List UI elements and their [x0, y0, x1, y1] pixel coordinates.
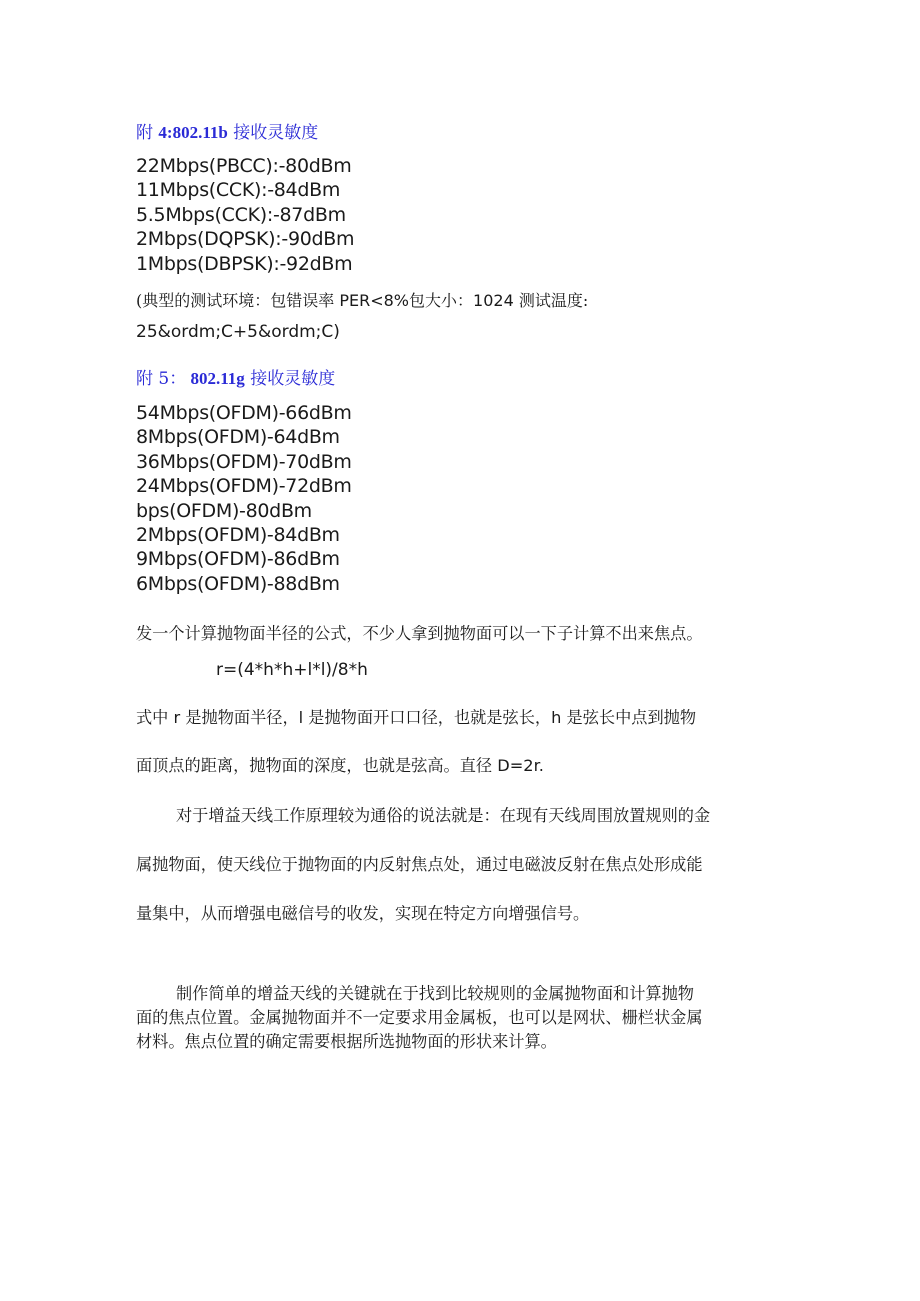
- explain-var: r: [173, 708, 181, 727]
- test-environment-note: [136, 288, 588, 311]
- appendix-5-heading: [136, 364, 335, 389]
- formula-intro: 发一个计算抛物面半径的公式，不少人拿到抛物面可以一下子计算不出来焦点。: [136, 624, 703, 643]
- list-item: 6Mbps(OFDM)-88dBm: [136, 572, 340, 595]
- explain-text: 是弦长中点到抛物: [561, 708, 697, 727]
- explain-var: l: [298, 708, 304, 727]
- appendix-5-standard: 802.11g: [186, 369, 245, 388]
- appendix-5-title: 接收灵敏度: [244, 369, 336, 389]
- note-text: (典型的测试环境：包错误率: [136, 291, 340, 310]
- explain-var: h: [551, 708, 562, 727]
- list-item: 8Mbps(OFDM)-64dBm: [136, 426, 340, 449]
- test-temperature: 25&ordm;C+5&ordm;C): [136, 322, 340, 342]
- note-text: 测试温度:: [513, 291, 589, 310]
- note-size: 1024: [473, 291, 514, 310]
- list-item: 24Mbps(OFDM)-72dBm: [136, 475, 352, 498]
- making-line-3: 材料。焦点位置的确定需要根据所选抛物面的形状来计算。: [136, 1032, 557, 1051]
- radius-formula: r=(4*h*h+l*l)/8*h: [216, 660, 368, 680]
- list-item: 36Mbps(OFDM)-70dBm: [136, 450, 352, 473]
- appendix-4-prefix: 附: [136, 123, 159, 143]
- list-item: 11Mbps(CCK):-84dBm: [136, 179, 341, 202]
- principle-line-3: 量集中，从而增强电磁信号的收发，实现在特定方向增强信号。: [136, 904, 590, 923]
- list-item: 54Mbps(OFDM)-66dBm: [136, 402, 352, 424]
- explain-text: 面顶点的距离，抛物面的深度，也就是弦高。直径: [136, 756, 498, 775]
- note-per: PER<8%: [339, 291, 410, 310]
- note-text: 包大小：: [409, 291, 474, 310]
- list-item: bps(OFDM)-80dBm: [136, 499, 312, 522]
- appendix-4-rate-list: [136, 154, 354, 276]
- explain-text: 式中: [136, 708, 174, 727]
- appendix-5-rate-list: [136, 401, 352, 596]
- appendix-4-title: 接收灵敏度: [227, 123, 319, 143]
- principle-line-2: 属抛物面，使天线位于抛物面的内反射焦点处，通过电磁波反射在焦点处形成能: [136, 855, 703, 874]
- list-item: 1Mbps(DBPSK):-92dBm: [136, 252, 353, 275]
- explain-text: 是抛物面开口口径，也就是弦长，: [303, 708, 552, 727]
- list-item: 5.5Mbps(CCK):-87dBm: [136, 203, 346, 226]
- list-item: 2Mbps(DQPSK):-90dBm: [136, 228, 355, 251]
- principle-line-1: 对于增益天线工作原理较为通俗的说法就是：在现有天线周围放置规则的金: [176, 806, 711, 825]
- making-line-2: 面的焦点位置。金属抛物面并不一定要求用金属板，也可以是网状、栅栏状金属: [136, 1008, 703, 1027]
- formula-explanation-line-2: [136, 752, 788, 776]
- explain-var: D=2r.: [497, 756, 544, 775]
- list-item: 2Mbps(OFDM)-84dBm: [136, 524, 340, 547]
- making-line-1: 制作简单的增益天线的关键就在于找到比较规则的金属抛物面和计算抛物: [176, 984, 694, 1003]
- appendix-4-heading: [136, 118, 318, 143]
- appendix-4-standard: 4:802.11b: [158, 123, 228, 142]
- explain-text: 是抛物面半径，: [180, 708, 299, 727]
- list-item: 22Mbps(PBCC):-80dBm: [136, 155, 352, 177]
- list-item: 9Mbps(OFDM)-86dBm: [136, 548, 340, 571]
- formula-explanation-line-1: [136, 704, 788, 728]
- appendix-5-prefix: 附 5：: [136, 369, 187, 389]
